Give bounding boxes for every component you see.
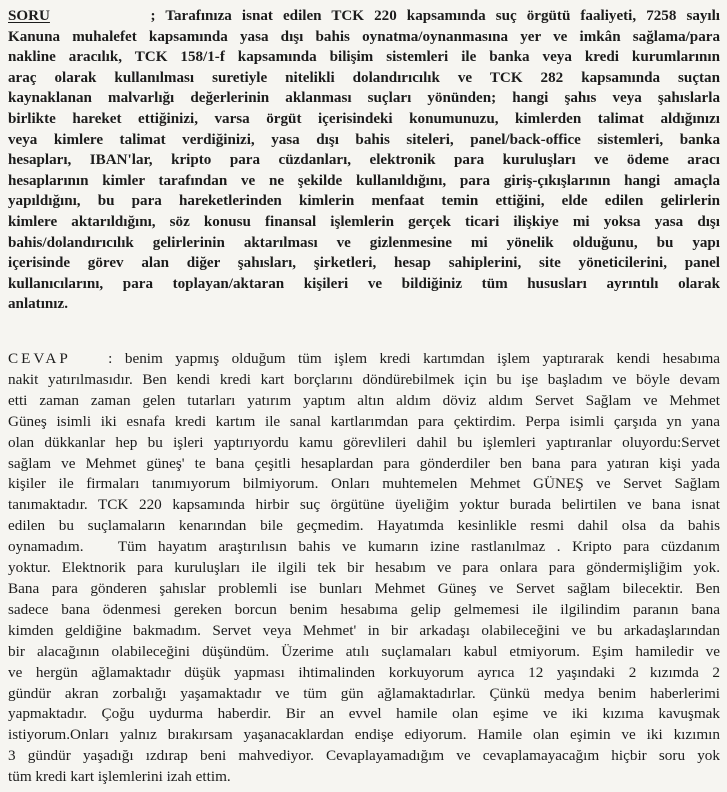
question-line: içerisinde görev alan diğer şahısları, şirketleri, hesap sahiplerini, site yöneticilerini, panel xyxy=(8,255,720,272)
answer-separator: : xyxy=(70,350,113,367)
question-line: SORU ; Tarafınıza isnat edilen TCK 220 kapsamında suç örgütü faaliyeti, 7258 sayılı xyxy=(8,8,720,24)
question-line: Kanuna muhalefet kapsamında yasa dışı bahis oynatma/oynanmasına yer ve imkân sağlama/para xyxy=(8,28,720,45)
question-line: kullanıcılarını, para toplayan/aktaran kişileri ve bildiğiniz tüm hususları ayrıntılı olarak xyxy=(8,275,720,292)
answer-line: edilen bu suçlamaların kenarından bile geçmedim. Hayatımda kesinlikle resmi dahil olsa da bahis xyxy=(8,517,720,535)
answer-block xyxy=(8,349,720,788)
question-line: araç olarak kullanılması suretiyle nitelikli dolandırıcılık ve TCK 282 kapsamında suçtan xyxy=(8,69,720,86)
answer-line: yoktur. Elektnorik para kuruluşları ile ilgili tek bir hesabım ve para onlara para göndermişliğim yok. xyxy=(8,559,720,577)
question-block xyxy=(8,6,720,315)
answer-line: tanımaktadır. TCK 220 kapsamında hirbir suç örgütüne üyeliğim yoktur burada belirtilen ve bana isnat xyxy=(8,496,720,514)
answer-line: sağlam ve Mehmet güneş' te bana çeşitli hesaplardan para gönderdiler ben bana para yatıran kişi yada xyxy=(8,454,720,472)
answer-line: bir alacağının olabileceğini düşündüm. Üzerime atılı suçlamaları kabul etmiyorum. Eşim hamiledir ve xyxy=(8,642,720,660)
answer-line: gündür akran zorbalığı yaşamaktadır ve tüm gün ağlamaktadırlar. Çünkü medya benim haberlerimi xyxy=(8,684,720,702)
answer-line: CEVAP : benim yapmış olduğum tüm işlem kredi kartımdan işlem yaptırarak kendi hesabıma xyxy=(8,350,721,367)
question-line: hesapları, IBAN'lar, kripto para cüzdanları, elektronik para kuruluşları ve ödeme aracı xyxy=(8,152,720,169)
question-label: SORU xyxy=(8,8,50,24)
answer-line: Bana para gönderen şahıslar problemli ise bunları Mehmet Güneş ve Servet sağlam bilecektir. Ben xyxy=(8,579,720,597)
question-line: hesaplarının kimler tarafından ve ne şekilde kullanıldığını, para giriş-çıkışlarının hangi amaçla xyxy=(8,172,720,189)
answer-line: 3 gündür yaşadığı ızdırap beni mahvediyor. Cevaplayamadığım ve cevaplamayacağım hiçbir soru yok xyxy=(8,747,720,765)
answer-line: yapmaktadır. Çoğu uydurma haberdir. Bir an evvel hamile olan eşime ve iki kızıma kavuşmak xyxy=(8,705,720,723)
answer-line: olan dükkanlar hep bu işleri yaptırıyordu kamu görevlileri dahil bu işlemleri yaptıranlar oluyordu:Servet xyxy=(8,433,720,451)
question-line: kimlere aktarıldığını, söz konusu finansal işlemlerin gerçek ticari ilişkiye mi yoksa yasa dışı xyxy=(8,213,720,230)
question-line: yapıldığını, bu para hareketlerinden kimlerin menfaat temin ettiğini, elde edilen gelirlerin xyxy=(8,193,720,210)
answer-line: nakit yatırılmasıdır. Ben kendi kredi kart borçlarını döndürebilmek için bu işe başladım ve böyle devam xyxy=(8,370,720,388)
question-line: bahis/dolandırıcılık gelirlerinin aktarılması ve gizlenmesine mi yönelik olduğunu, bu yapı xyxy=(8,234,720,251)
question-line: birlikte hareket ettiğinizi, varsa örgüt içerisindeki konumunuzu, kimlerden talimat aldığınızı xyxy=(8,110,720,127)
answer-line: oynamadım. Tüm hayatım araştırılısın bahis ve kumarın izine rastlanılmaz . Kripto para cüzdanım xyxy=(8,538,720,556)
question-line: anlatınız. xyxy=(8,296,68,313)
answer-line: etti zaman zaman gelen tutarları yatırım yaptım altın aldım döviz aldım Servet Sağlam ve Mehmet xyxy=(8,391,720,409)
answer-label: CEVAP xyxy=(8,350,71,367)
answer-line: Güneş isimli iki esnafa kredi kartım ile sanal kartlarımdan para çektirdim. Perpa isimli çarşıda yn yana xyxy=(8,412,720,430)
question-line: nakline aracılık, TCK 158/1-f kapsamında bilişim sistemleri ile banka veya kredi kurumlarının xyxy=(8,49,720,66)
answer-line: ve hergün ağlamaktadır düşük yapması ihtimalinden korkuyorum ayrıca 12 yaşındaki 2 kızımda 2 xyxy=(8,663,720,681)
answer-line: tüm kredi kart işlemlerini izah ettim. xyxy=(8,768,231,786)
answer-line: sadece bana ödenmesi gereken borcun benim hesabıma gelip gelmemesi ile ilgilindim paranın bana xyxy=(8,600,720,618)
question-line: veya kimlere talimat verdiğinizi, yasa dışı bahis siteleri, panel/back-office sistemleri, banka xyxy=(8,131,720,148)
answer-line: kimden geldiğine bakmadım. Servet veya Mehmet' in bir arkadaşı olabileceğini ve bu arkadaşlarından xyxy=(8,621,720,639)
question-line: kaynaklanan malvarlığı değerlerinin aklanması suçları yönünden; hangi şahıs veya şahıslarla xyxy=(8,90,720,107)
answer-line: istiyorum.Onları yalnız bırakırsam yaşanacaklardan endişe ediyorum. Hamile olan eşimin ve iki kızımın xyxy=(8,726,720,744)
question-separator: ; xyxy=(49,8,156,24)
answer-line: kişiler ile firmaları tanımıyorum bilmiyorum. Onları muhtemelen Mehmet GÜNEŞ ve Servet Sağlam xyxy=(8,475,720,493)
